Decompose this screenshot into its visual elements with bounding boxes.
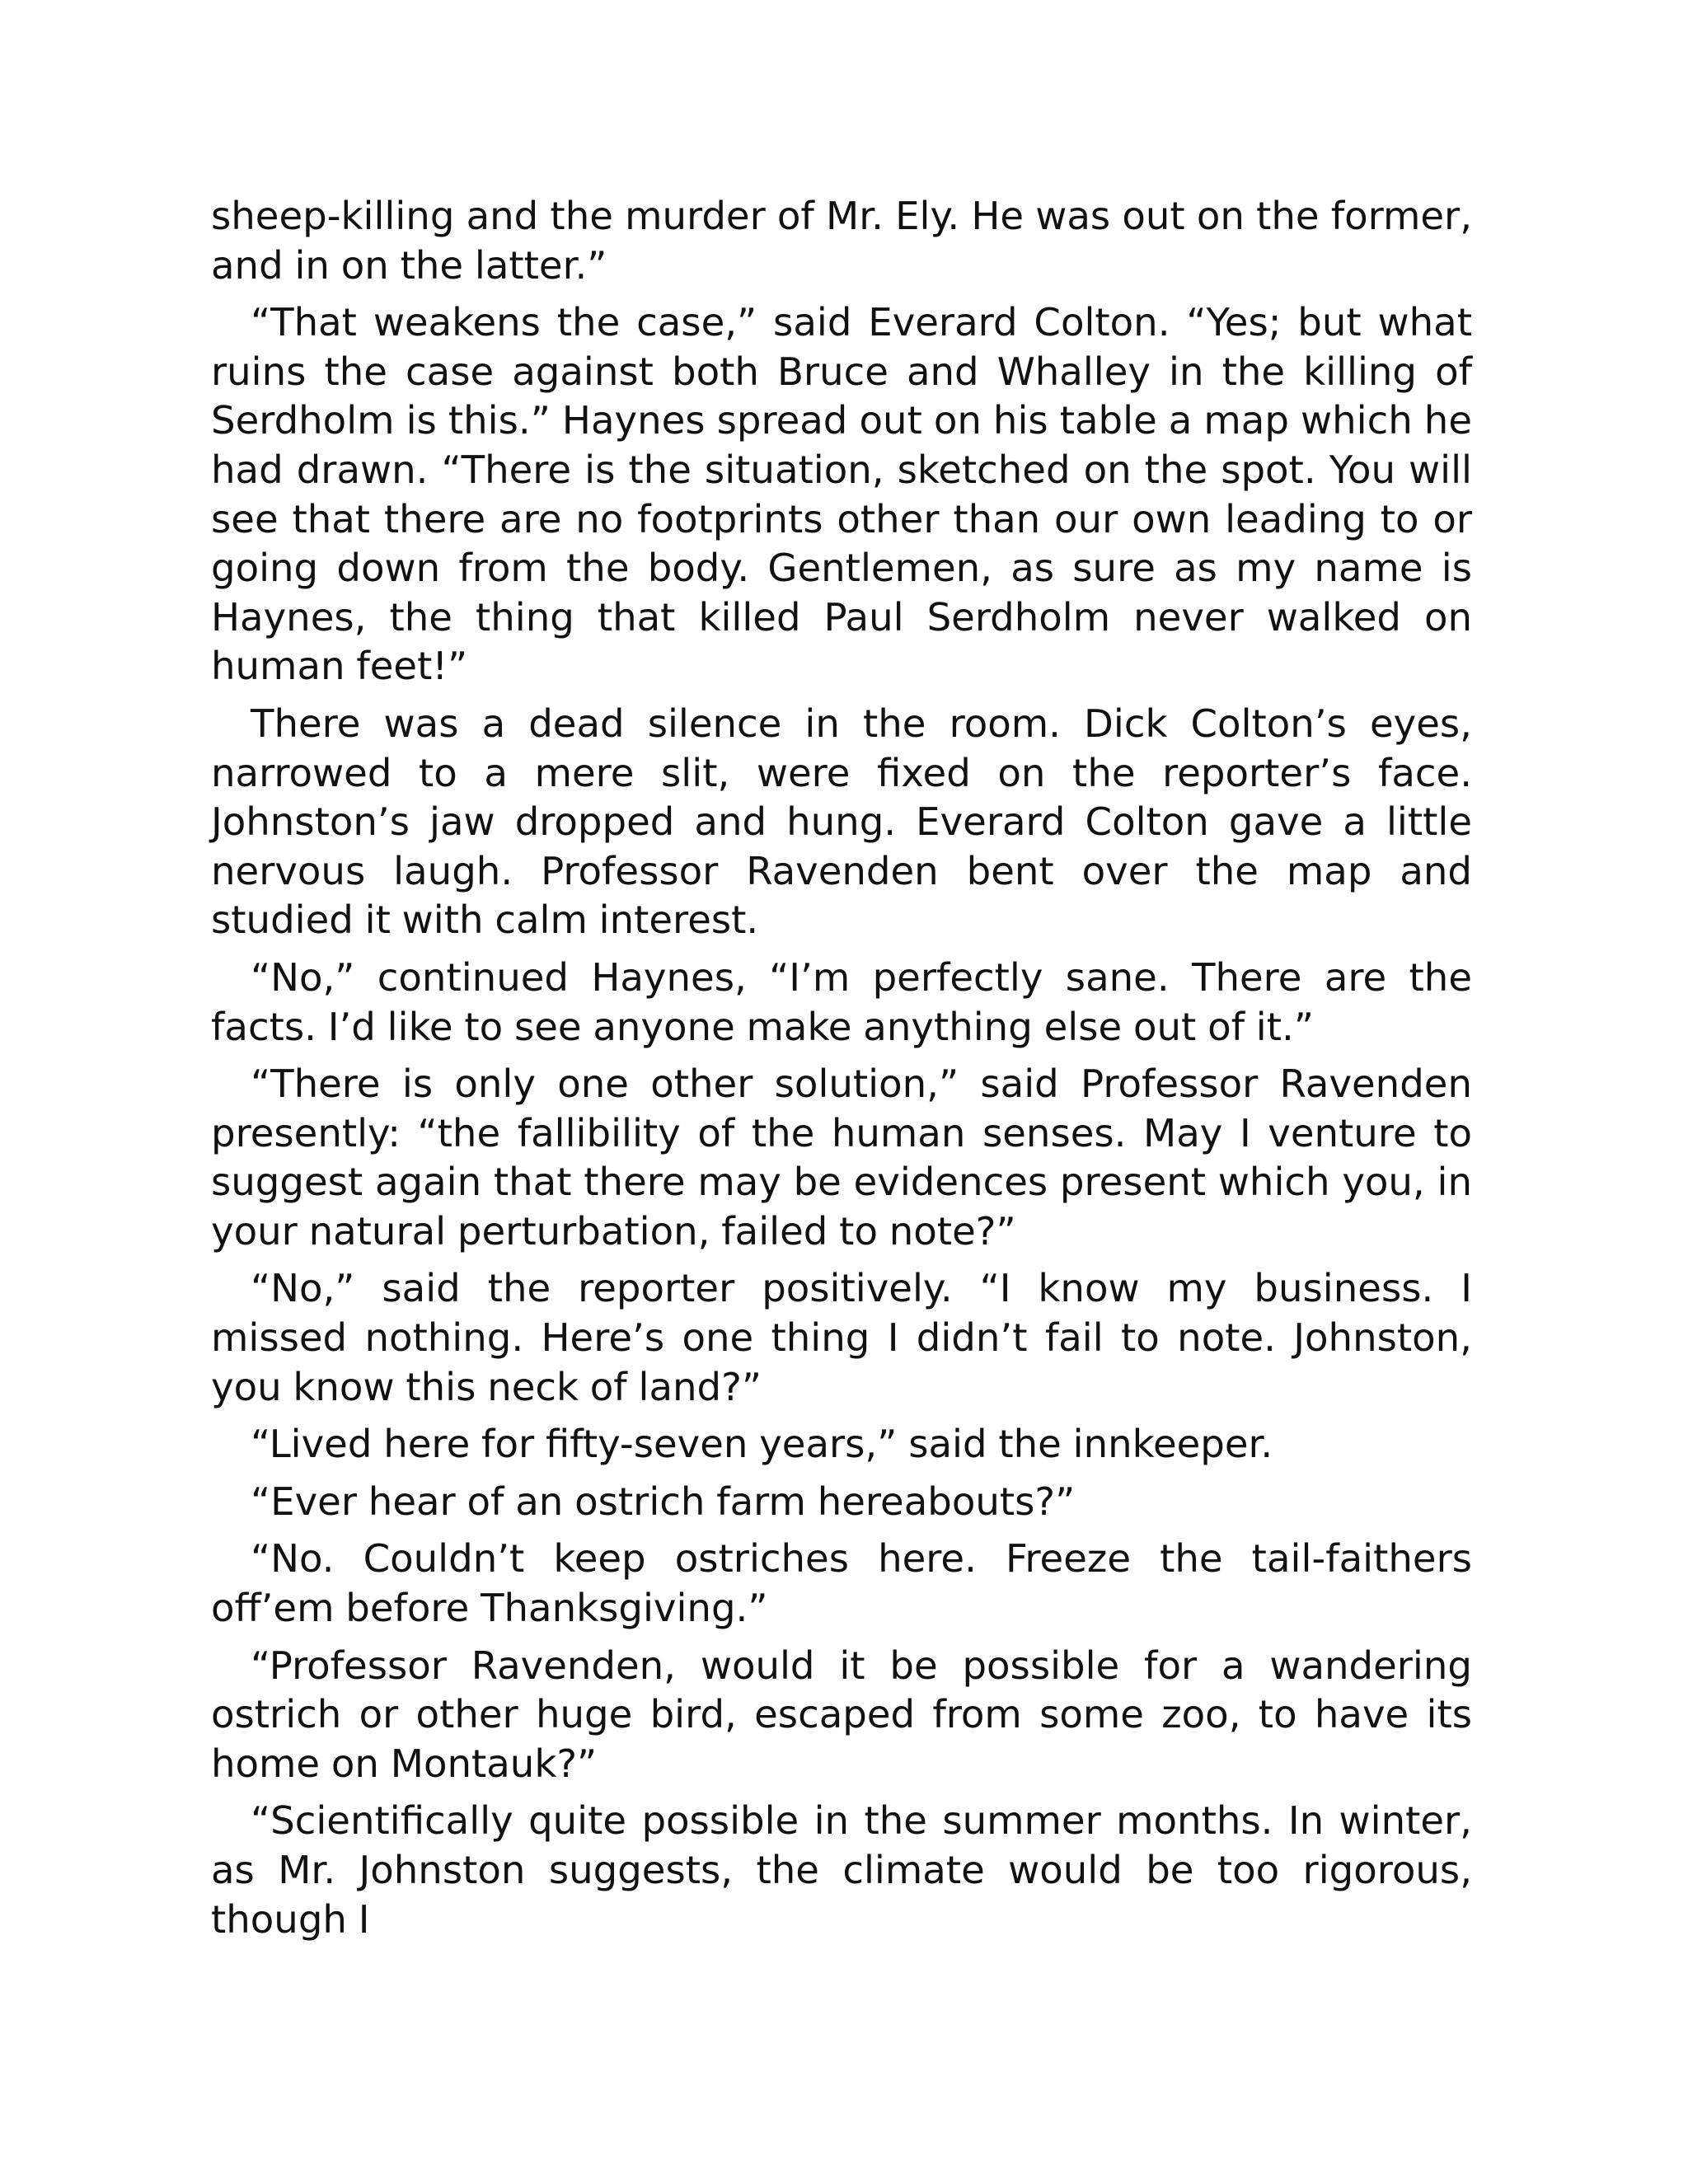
- paragraph: “That weakens the case,” said Everard Colton. “Yes; but what ruins the case against both Bruce and Whalley in the killing of Serdholm is this.” Haynes spread out on his table a map which he had drawn. “There is the situation, sketched on the spot. You will see that there are no footprints other than our own leading to or going down from the body. Gentlemen, as sure as my name is Haynes, the thing that killed Paul Serdholm never walked on human feet!”: [211, 300, 1472, 689]
- paragraph: “Lived here for fifty-seven years,” said the innkeeper.: [251, 1422, 1273, 1467]
- paragraph: “No,” said the reporter positively. “I know my business. I missed nothing. Here’s one thing I didn’t fail to note. Johnston, you know this neck of land?”: [211, 1266, 1472, 1409]
- paragraph: “Scientifically quite possible in the summer months. In winter, as Mr. Johnston suggests, the climate would be too rigorous, though I: [211, 1798, 1472, 1942]
- paragraph: “No,” continued Haynes, “I’m perfectly sane. There are the facts. I’d like to see anyone make anything else out of it.”: [211, 954, 1472, 1049]
- paragraph: “No. Couldn’t keep ostriches here. Freeze the tail-faithers off’em before Thanksgiving.”: [211, 1536, 1472, 1631]
- body-text: [211, 192, 1472, 1952]
- paragraph: “Ever hear of an ostrich farm hereabouts?”: [251, 1479, 1076, 1524]
- paragraph: There was a dead silence in the room. Dick Colton’s eyes, narrowed to a mere slit, were fixed on the reporter’s face. Johnston’s jaw dropped and hung. Everard Colton gave a little nervous laugh. Professor Ravenden bent over the map and studied it with calm interest.: [211, 701, 1472, 943]
- paragraph: sheep-killing and the murder of Mr. Ely. He was out on the former, and in on the latter.”: [211, 194, 1472, 288]
- paragraph: “Professor Ravenden, would it be possible for a wandering ostrich or other huge bird, escaped from some zoo, to have its home on Montauk?”: [211, 1643, 1472, 1786]
- paragraph: “There is only one other solution,” said Professor Ravenden presently: “the fallibility of the human senses. May I venture to suggest again that there may be evidences present which you, in your natural perturbation, failed to note?”: [211, 1062, 1472, 1254]
